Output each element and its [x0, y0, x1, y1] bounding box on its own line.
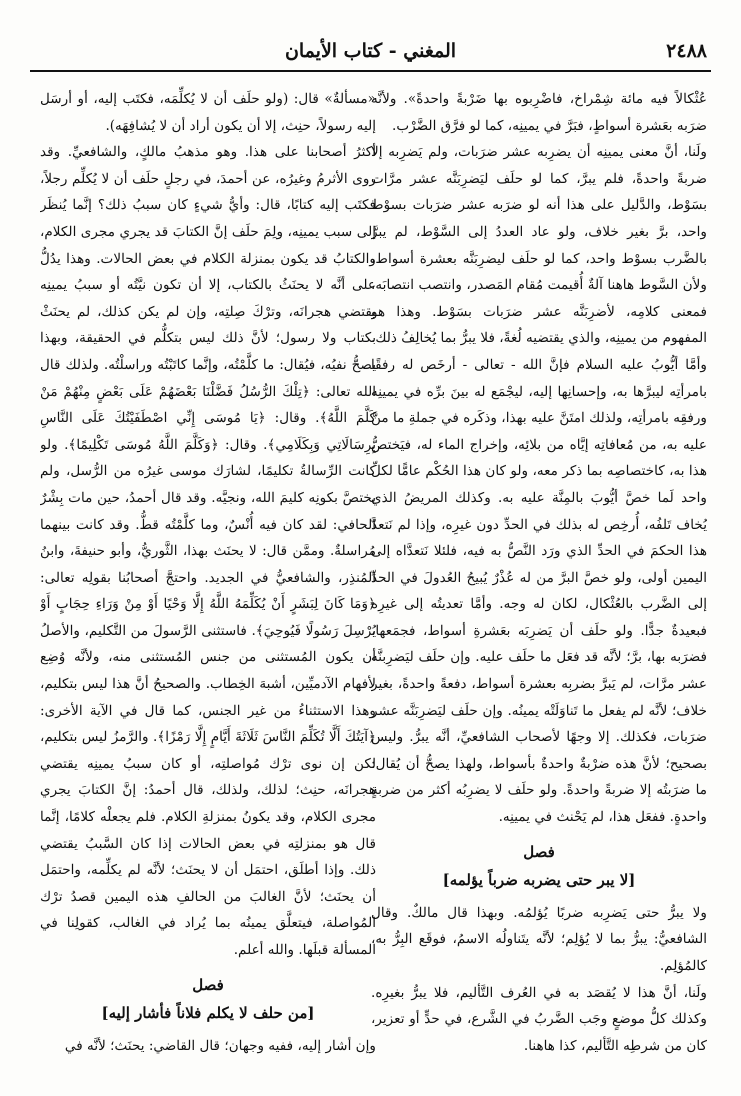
section-heading: فصل	[523, 842, 555, 861]
section-subheading: [من حلف لا يكلم فلاناً فأشار إليه]	[101, 1004, 315, 1023]
left-column	[40, 86, 376, 1076]
paragraph: عُثْكالاً فيه مائة شِمْراخ، فاضْرِبوه بها ضَرْبةً واحدةً». ولأنَّه ضرَبه بعَشرة أسواطٍ، فبَرَّ في يمينِه، كما لو فرَّق الضَّرْب.	[371, 91, 707, 134]
paragraph: أكثرُ أصحابنا على هذا. وهو مذهبُ مالكٍ، والشافعيِّ. وقد روى الأثرمُ وغيرُه، عن أحمدَ، في رجلٍ حلَف أن لا يُكلِّم رجلاً، فكتَب إليه كتابًا، قال: وأيُّ شيءٍ كان سببُ ذلك؟ إنَّما يُنظَر إلى سبب يمينِه، ولِمَ حلَف إنَّ الكتابَ قد يجري مجرى الكلام، والكتابُ قد يكون بمنزلة الكلام في بعض الحالات. وهذا يدُلُّ على أنَّه لا يحنَثُ بالكتاب، إلا أن تكون نيَّتُه أو سببُ يمينِه يقتضي هجرانَه، وترْكَ صِلتِه، وإن لم يكن كذلك، لم يحنَثْ بكتاب ولا رسول؛ لأنَّ ذلك ليس بتكلُّم في الحقيقة، وبهذا يصحُّ نفيُه، فيُقال: ما كلَّمْتُه، وإنَّما كاتَبْتُه وراسلْتُه. ولذلك قال الله تعالى: ﴿تِلْكَ الرُّسُلُ فَضَّلْنَا بَعْضَهُمْ عَلَى بَعْضٍ مِنْهُمْ مَنْ كَلَّمَ اللَّهُ﴾. وقال: ﴿يَا مُوسَى إِنِّي اصْطَفَيْتُكَ عَلَى النَّاسِ بِرِسَالَاتِي وَبِكَلَامِي﴾. وقال: ﴿وَكَلَّمَ اللَّهُ مُوسَى تَكْلِيمًا﴾. ولو كانت الرِّسالةُ تكليمًا، لشارَك موسى غيرُه من الرُّسل، ولم يختصَّ بكونِه كليمَ الله، ونجيَّه. وقد قال أحمدُ، حين مات بِشْرٌ الحافي: لقد كان فيه أُنْسٌ، وما كلَّمْتُه قطُّ. وقد كانت بينهما مُراسلةٌ. وممَّن قال: لا يحنَث بهذا، الثَّوريُّ، وأبو حنيفةَ، وابنُ المُنذِر، والشافعيُّ في الجديد. واحتجَّ أصحابُنا بقولِه تعالى: ﴿وَمَا كَانَ لِبَشَرٍ أَنْ يُكَلِّمَهُ اللَّهُ إِلَّا وَحْيًا أَوْ مِنْ وَرَاءِ حِجَابٍ أَوْ يُرْسِلَ رَسُولًا فَيُوحِيَ﴾. فاستثنى الرَّسولَ من التَّكليم، والأصلُ أن يكون المُستثنى من جنس المُستثنى منه، ولأنَّه وُضِع لأفهام الآدميِّين، أشبهَ الخِطاب. والصحيحُ أنَّ هذا ليس بتكليم، وهذا الاستثناءُ من غير الجنس، كما قال في الآية الأخرى: ﴿آيَتُكَ أَلَّا تُكَلِّمَ النَّاسَ ثَلَاثَةَ أَيَّامٍ إِلَّا رَمْزًا﴾. والرَّمزُ ليس بتكليم، لكن إن نوى ترْك مُواصلتِه، أو كان سببُ يمينِه يقتضي هجرانَه، حنِث؛ لذلك، ولذلك، قال أحمدُ: إنَّ الكتابَ يجري مجرى الكلام، وقد يكونُ بمنزلةِ الكلام. فلم يجعلْه كلامًا، إنَّما قال هو بمنزلتِه في بعض الحالات إذا كان السَّببُ يقتضي ذلك. وإذا أطلَق، احتمَل أن لا يحنَث؛ لأنَّه لم يكلِّمه، واحتمَل أن يحنَث؛ لأنَّ الغالبَ من الحالفِ هذه اليمين قصدُ ترْك المُواصلة، فيتعلَّق يمينُه بما يُراد في الغالب، كقولِنا في المسألة قبلَها. والله أعلم.	[40, 144, 376, 958]
paragraph: ولَنا، أنَّ هذا لا يُقصَد به في العُرف التَّأليم، فلا يبرُّ بغيرِه. وكذلك كلُّ موضعٍ وجَب الضَّربُ في الشَّرع، في حدٍّ أو تعزير، كان من شرطِه التَّأليم، كذا هاهنا.	[371, 984, 707, 1054]
book-title: المغني - كتاب الأيمان	[284, 40, 457, 62]
page-number: ٢٤٨٨	[666, 40, 707, 62]
paragraph: ولَنا، أنَّ معنى يمينِه أن يضرِبه عشر ضرَبات، ولم يَضرِبه إلا ضربةً واحدةً، فلم يبرَّ، كما لو حلَف ليَضرِبَنَّه عشر مرَّات بسَوْط، والدَّليل على هذا أنه لو ضرَبه عشر ضرَبات بسوْط واحد، برَّ بغير خلاف، ولو عاد العددُ إلى السَّوْط، لم يبرَّ بالضَّرب بسوْط واحد، كما لو حلَف ليضرِبَنَّه بعشرة أسواط، ولأن السَّوط هاهنا آلةٌ أُقيمت مُقام المَصدر، وانتصب انتصابَه، فمعنى كلامِه، لأضرِبَنَّه عشر ضرَبات بسَوْط. وهذا هو المفهوم من يمينِه، والذي يقتضيه لُغةً، فلا يبرُّ بما يُخالِفُ ذلك. وأمَّا أيُّوبُ عليه السلام فإنَّ الله - تعالى - أرخَص له رفقًا بامرأتِه ليبرَّها به، وإحسانِها إليه، ليجْمَع له بينَ برِّه في يمينِه ورفقِه بامرأتِه، ولذلك امتَنَّ عليه بهذا، وذكَره في جملةِ ما منَّ عليه به، من مُعافاتِه إيَّاه من بلائِه، وإخراج الماء له، فيَختصُّ هذا به، كاختصاصِه بما ذكر معه، ولو كان هذا الحُكْم عامًّا لكلِّ واحد لَما خصَّ أيُّوبَ بالمِنَّة عليه به. وكذلك المريضُ الذي يُخاف تَلفُه، أُرخِص له بذلك في الحدِّ دون غيرِه، وإذا لم نَتعدَّ هذا الحكمَ في الحدِّ الذي ورَد النَّصُّ به فيه، فلئلا نَتعدَّاه إلى اليمين أولى، ولو خصَّ البرَّ من له عُذْرٌ يُبيحُ العُدولَ في الحدِّ إلى الضَّرب بالعُثْكال، لكان له وجه. وأمَّا تعديتُه إلى غيرِه فبعيدةٌ جدًّا. ولو حلَف أن يَضرِبَه بعَشرةِ أسواط، فجمَعها، فضرَبه بها، برَّ؛ لأنَّه قد فعَل ما حلَف عليه. وإن حلَف ليَضرِبنَّه عشر مرَّات، لم يَبرَّ بضربِه بعشرة أسواط، دفعةً واحدةً، بغير خلاف؛ لأنَّه لم يفعل ما تَناوَلَتْه يمينُه. وإن حلَف ليَضرِبَنَّه عشر ضرَبات، فكذلك. إلا وجهًا لأصحاب الشافعيِّ، أنَّه يبرُّ. وليس بصحيح؛ لأنَّ هذه ضرْبةٌ واحدةٌ بأسواط، ولهذا يصحُّ أن يُقال: ما ضرَبتُه إلا ضربةً واحدةً. ولو حلَف لا يضرِبُه أكثر من ضربةٍ واحدةٍ. ففعَل هذا، لم يَحْنث في يمينِه.	[371, 144, 707, 826]
right-column	[371, 86, 707, 1076]
paragraph: ولا يبرُّ حتى يَضرِبه ضربًا يُؤلمُه. وبهذا قال مالكٌ. وقال الشافعيُّ: يبرُّ بما لا يُؤلِم؛ لأنَّه يتَناولُه الاسمُ، فوقَع البِرُّ به، كالمُؤلِم.	[371, 904, 707, 974]
section-heading: فصل	[192, 975, 224, 994]
paragraph: «مسألةٌ» قال: (ولو حلَف أن لا يُكلِّمَه، فكتَب إليه، أو أرسَل إليه رسولاً، حنِث، إلا أن يكون أراد أن لا يُشافِهَه).	[40, 91, 376, 134]
paragraph: وإن أشار إليه، ففيه وجهان؛ قال القاضي: يحنَث؛ لأنَّه في	[64, 1037, 376, 1054]
page-header	[30, 36, 711, 72]
section-subheading: [لا يبر حتى يضربه ضرباً يؤلمه]	[442, 871, 636, 890]
